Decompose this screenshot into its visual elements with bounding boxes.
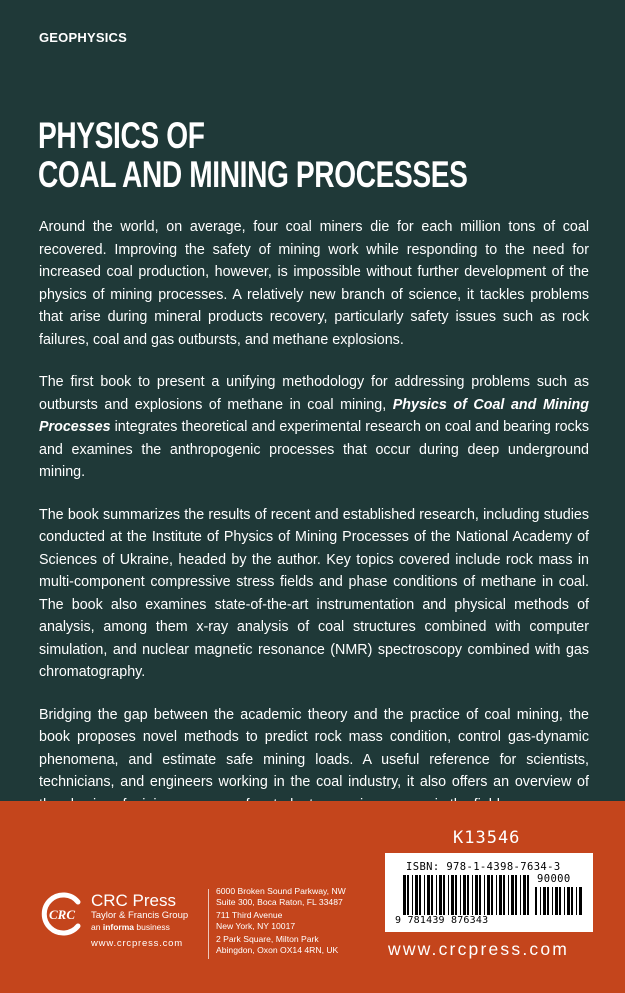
barcode-bar <box>424 875 425 915</box>
cover-bottom-panel <box>0 801 625 993</box>
barcode-bar <box>523 875 526 915</box>
barcode-bar <box>484 875 485 915</box>
business-prefix: an <box>91 922 103 932</box>
address-abingdon <box>216 934 346 956</box>
barcode-bar <box>487 875 490 915</box>
barcode-bar <box>443 875 445 915</box>
barcode-bar <box>499 875 502 915</box>
barcode-bar <box>552 887 553 915</box>
business-suffix: business <box>134 922 170 932</box>
barcode-bar <box>472 875 473 915</box>
description-paragraph-4: Bridging the gap between the academic theory and the practice of coal mining, the book proposes novel methods to predict rock mass condition, control gas-dynamic phenomena, and estimate safe mining loads. A useful reference for scientists, technicians, and engineers working in the coal industry, it also offers an overview of <box>39 706 589 790</box>
barcode-bar <box>535 887 537 915</box>
barcode-bar <box>491 875 493 915</box>
barcode-bar <box>547 887 549 915</box>
address-line: Abingdon, Oxon OX14 4RN, UK <box>216 945 339 955</box>
barcode-bar <box>567 887 570 915</box>
barcode-bar <box>419 875 421 915</box>
barcode-bar <box>508 875 509 915</box>
barcode-bar <box>460 875 461 915</box>
publisher-name: CRC Press <box>91 891 177 910</box>
barcode-bar <box>475 875 478 915</box>
barcode-bar <box>543 887 546 915</box>
catalog-number: K13546 <box>453 828 521 848</box>
address-new-york <box>216 910 346 932</box>
description-paragraph-2 <box>39 371 589 484</box>
barcode-bar <box>520 875 521 915</box>
publisher-addresses <box>216 886 346 958</box>
barcode-bar <box>515 875 517 915</box>
book-description <box>39 216 589 836</box>
barcode-bar <box>451 875 454 915</box>
barcode-bar <box>571 887 573 915</box>
publisher-business <box>91 922 201 933</box>
barcode-bar <box>576 887 577 915</box>
subject-category: GEOPHYSICS <box>39 30 127 45</box>
publisher-url[interactable]: www.crcpress.com <box>91 938 183 949</box>
barcode-bar <box>412 875 413 915</box>
address-line: New York, NY 10017 <box>216 921 296 931</box>
business-brand: informa <box>102 922 134 932</box>
address-boca-raton <box>216 886 346 908</box>
barcode-digits: 9 781439 876343 <box>395 915 489 926</box>
book-title-line-2: COAL AND MINING PROCESSES <box>38 154 468 195</box>
book-title <box>38 116 468 194</box>
barcode-bar <box>503 875 505 915</box>
barcode-bar <box>415 875 418 915</box>
barcode-bar <box>436 875 437 915</box>
barcode-bar <box>427 875 430 915</box>
address-line: 6000 Broken Sound Parkway, NW <box>216 886 346 896</box>
barcode-bar <box>579 887 582 915</box>
publisher-group: Taylor & Francis Group <box>91 910 189 921</box>
barcode-bar <box>407 875 409 915</box>
publisher-website[interactable]: www.crcpress.com <box>388 939 570 959</box>
price-code: 90000 <box>537 873 571 885</box>
barcode-bar <box>431 875 433 915</box>
logo-lettering: CRC <box>48 907 76 922</box>
description-paragraph-1: Around the world, on average, four coal miners die for each million tons of coal recovered. Improving the safety of mining work while responding to the need for increased coal production, however, is impossible without further development of the physics of mining processes. A relatively new branch of science, it tackles problems that arise during mineral products recovery, particularly safety issues such as rock failures, coal and gas outbursts, and methane explosions. <box>39 219 589 348</box>
barcode-bar <box>496 875 497 915</box>
barcode-bar <box>527 875 529 915</box>
address-line: 711 Third Avenue <box>216 910 283 920</box>
paragraph-2-book-title: Physics of Coal and Mining Processes <box>39 396 590 435</box>
barcode-bar <box>403 875 406 915</box>
barcode-bar <box>511 875 514 915</box>
isbn-text: ISBN: 978-1-4398-7634-3 <box>406 861 561 873</box>
paragraph-2-text-start: The first book to present a unifying methodology for addressing problems such as outbursts and explosions of methane in coal mining, <box>39 374 589 413</box>
barcode-bar <box>455 875 457 915</box>
barcode-bar <box>448 875 449 915</box>
barcode-bar <box>559 887 561 915</box>
address-line: Suite 300, Boca Raton, FL 33487 <box>216 897 343 907</box>
crc-press-logo-icon <box>40 892 84 936</box>
address-line: 2 Park Square, Milton Park <box>216 934 319 944</box>
barcode-bar <box>439 875 442 915</box>
paragraph-2-text-end: integrates theoretical and experimental research on coal and bearing rocks and examines the anthropogenic processes that occur during deep underground mining. <box>39 419 589 480</box>
vertical-divider <box>208 889 209 959</box>
book-title-line-1: PHYSICS OF <box>38 115 205 156</box>
barcode-bar <box>540 887 541 915</box>
barcode-bar <box>467 875 469 915</box>
barcode-bar <box>555 887 558 915</box>
barcode-bar <box>479 875 481 915</box>
barcode-box <box>385 853 593 932</box>
publisher-block <box>91 891 201 933</box>
barcode-bar <box>463 875 466 915</box>
barcode-bar <box>564 887 565 915</box>
description-paragraph-3: The book summarizes the results of recent and established research, including studies conducted at the Institute of Physics of Mining Processes of the National Academy of Sciences of Ukraine, headed by the author. Key topics covered include rock mass in multi-component compressive stress fields and phase conditions of methane in coal. The book also examines state-of-the-art instrumentation and physical methods of analysis, among them x-ray analysis of coal structures combined with computer simulation, and nuclear magnetic resonance (NMR) spectroscopy combined with gas chromatography. <box>39 506 589 680</box>
